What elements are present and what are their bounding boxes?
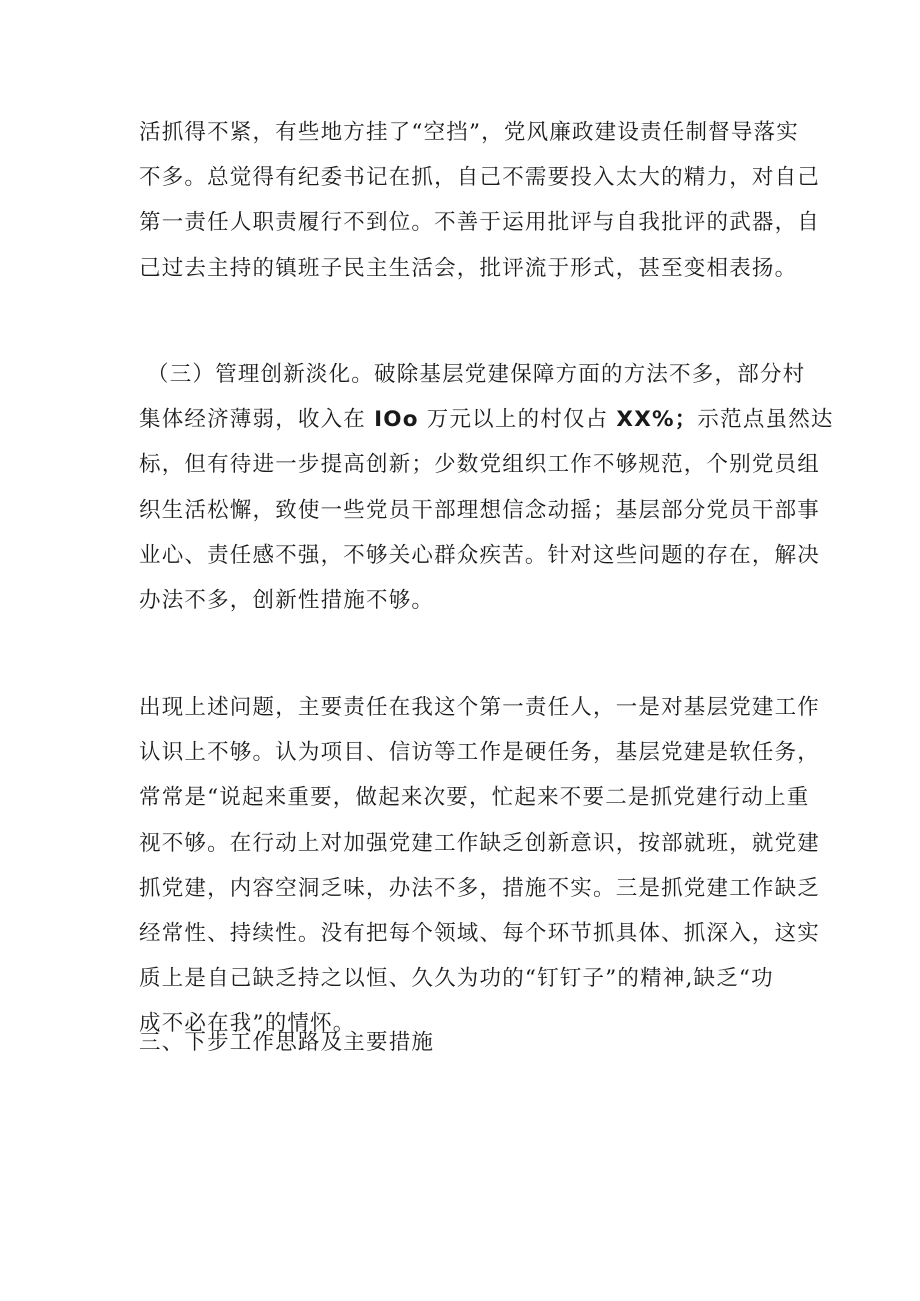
- text-line: 常常是“说起来重要，做起来次要，忙起来不要二是抓党建行动上重: [139, 785, 810, 811]
- paragraph-2: [139, 352, 834, 623]
- text-line: 出现上述问题，主要责任在我这个第一责任人，一是对基层党建工作: [139, 695, 821, 720]
- section-heading: [139, 1020, 799, 1065]
- text-line: 业心、责任感不强，不够关心群众疾苦。针对这些问题的存在，解决: [139, 542, 821, 568]
- text-segment: 集体经济薄弱，收入在: [139, 407, 367, 433]
- bold-number: IOo: [374, 407, 419, 433]
- text-line: 经常性、持续性。没有把每个领域、每个环节抓具体、抓深入，这实: [139, 921, 821, 947]
- paragraph-3: [139, 685, 821, 1047]
- text-line: 认识上不够。认为项目、信访等工作是硬任务，基层党建是软任务，: [139, 740, 821, 766]
- text-line: 第一责任人职责履行不到位。不善于运用批评与自我批评的武器，自: [139, 210, 821, 236]
- text-line: 活抓得不紧，有些地方挂了“空挡”，党风廉政建设责任制督导落实: [139, 120, 799, 145]
- text-segment: 万元以上的村仅占: [426, 407, 609, 433]
- text-line-mixed: [139, 397, 834, 442]
- text-line: 质上是自己缺乏持之以恒、久久为功的“钉钉子”的精神,缺乏“功: [139, 966, 774, 992]
- text-line: 视不够。在行动上对加强党建工作缺乏创新意识，按部就班，就党建: [139, 830, 821, 856]
- heading-text: 三、下步工作思路及主要措施: [139, 1030, 435, 1055]
- paragraph-1: [139, 110, 821, 291]
- text-line: 办法不多，创新性措施不够。: [139, 588, 435, 614]
- text-line: （三）管理创新淡化。破除基层党建保障方面的方法不多，部分村: [147, 362, 806, 387]
- text-line: 织生活松懈，致使一些党员干部理想信念动摇；基层部分党员干部事: [139, 497, 821, 523]
- text-segment: 示范点虽然达: [697, 407, 834, 433]
- bold-percent: XX%；: [616, 407, 698, 433]
- text-line: 抓党建，内容空洞乏味，办法不多，措施不实。三是抓党建工作缺乏: [139, 875, 821, 901]
- text-line: 标，但有待进一步提高创新；少数党组织工作不够规范，个别党员组: [139, 452, 821, 478]
- text-line: 成不必在我”的情怀。: [139, 1011, 356, 1037]
- text-line: 不多。总觉得有纪委书记在抓，自己不需要投入太大的精力，对自己: [139, 165, 821, 191]
- text-line: 己过去主持的镇班子民主生活会，批评流于形式，甚至变相表扬。: [139, 255, 798, 281]
